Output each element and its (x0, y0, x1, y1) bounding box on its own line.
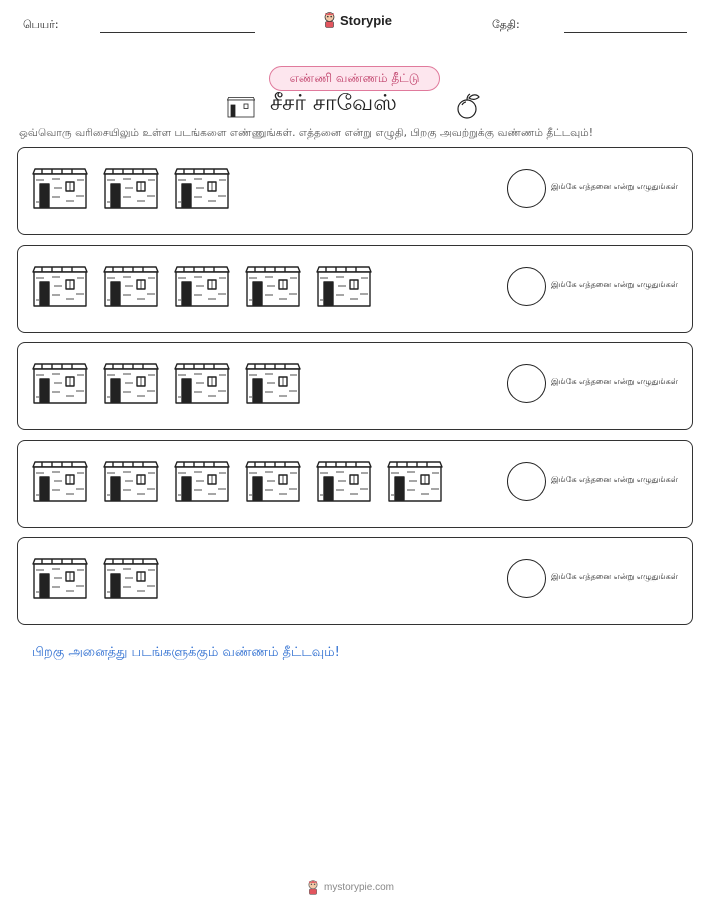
answer-circle[interactable] (507, 267, 546, 306)
adobe-house-icon (30, 166, 90, 214)
adobe-house-icon (226, 96, 256, 118)
picture-group (30, 264, 374, 312)
activity-badge: எண்ணி வண்ணம் தீட்டு (269, 66, 440, 91)
picture-group (30, 556, 161, 604)
answer-hint: இங்கே எத்தனை என்று எழுதுங்கள் (551, 280, 678, 289)
site-url: mystorypie.com (324, 882, 395, 893)
answer-hint: இங்கே எத்தனை என்று எழுதுங்கள் (551, 182, 678, 191)
date-line[interactable] (564, 32, 687, 33)
answer-circle[interactable] (507, 462, 546, 501)
picture-group (30, 459, 445, 507)
adobe-house-icon (30, 361, 90, 409)
footer-instruction: பிறகு அனைத்து படங்களுக்கும் வண்ணம் தீட்டவும்! (32, 645, 340, 660)
brand-name: Storypie (340, 12, 393, 28)
adobe-house-icon (101, 361, 161, 409)
adobe-house-icon (172, 361, 232, 409)
adobe-house-icon (172, 264, 232, 312)
count-row-5 (17, 537, 693, 625)
adobe-house-icon (101, 459, 161, 507)
adobe-house-icon (243, 361, 303, 409)
storypie-mascot-icon (307, 880, 319, 895)
adobe-house-icon (30, 459, 90, 507)
name-label: பெயர்: (23, 18, 59, 31)
picture-group (30, 361, 303, 409)
count-row-2 (17, 245, 693, 333)
answer-circle[interactable] (507, 364, 546, 403)
adobe-house-icon (30, 556, 90, 604)
adobe-house-icon (385, 459, 445, 507)
adobe-house-icon (30, 264, 90, 312)
storypie-mascot-icon (323, 12, 336, 28)
answer-hint: இங்கே எத்தனை என்று எழுதுங்கள் (551, 572, 678, 581)
date-label: தேதி: (492, 18, 520, 31)
answer-circle[interactable] (507, 169, 546, 208)
instruction-text: ஒவ்வொரு வரிசையிலும் உள்ள படங்களை எண்ணுங்கள். எத்தனை என்று எழுதி, பிறகு அவற்றுக்கு வண்ணம் தீட்டவும்! (19, 127, 594, 139)
count-row-4 (17, 440, 693, 528)
answer-hint: இங்கே எத்தனை என்று எழுதுங்கள் (551, 377, 678, 386)
adobe-house-icon (101, 556, 161, 604)
answer-circle[interactable] (507, 559, 546, 598)
adobe-house-icon (314, 459, 374, 507)
count-row-1 (17, 147, 693, 235)
name-line[interactable] (100, 32, 255, 33)
site-footer (307, 880, 394, 895)
count-row-3 (17, 342, 693, 430)
adobe-house-icon (172, 459, 232, 507)
fruit-icon (454, 91, 482, 121)
picture-group (30, 166, 232, 214)
adobe-house-icon (243, 264, 303, 312)
adobe-house-icon (101, 264, 161, 312)
answer-hint: இங்கே எத்தனை என்று எழுதுங்கள் (551, 475, 678, 484)
adobe-house-icon (172, 166, 232, 214)
adobe-house-icon (314, 264, 374, 312)
adobe-house-icon (101, 166, 161, 214)
page-title: சீசர் சாவேஸ் (270, 91, 397, 116)
adobe-house-icon (243, 459, 303, 507)
brand-logo (323, 12, 392, 28)
